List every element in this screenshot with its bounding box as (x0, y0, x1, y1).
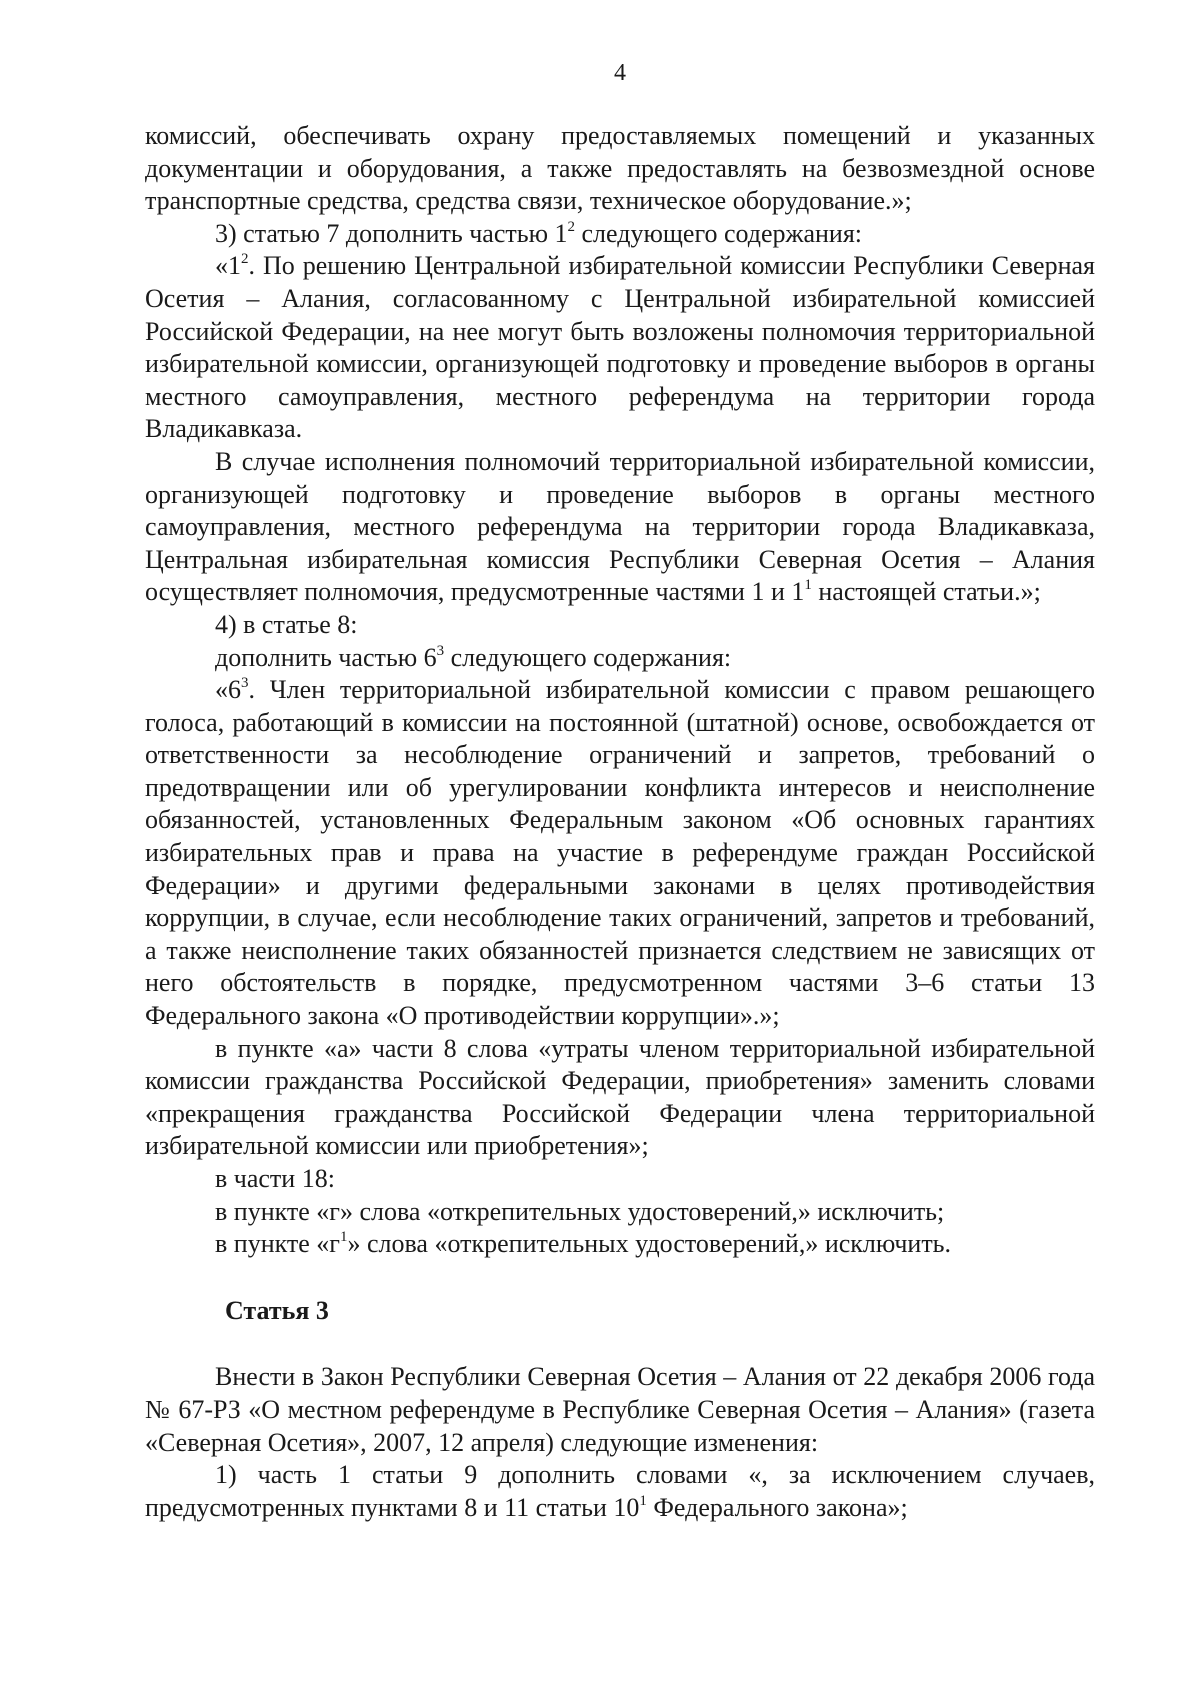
superscript-index: 2 (567, 218, 576, 235)
paragraph-text: » слова «открепительных удостоверений,» исключить. (347, 1229, 952, 1259)
paragraph (145, 1361, 1095, 1459)
paragraph (145, 1459, 1095, 1524)
paragraph-text: в пункте «г (215, 1229, 340, 1259)
paragraph-text: 1) часть 1 статьи 9 дополнить словами «, за исключением случаев, предусмотренных пунктами 8 и 11 статьи 10 (145, 1460, 1095, 1522)
document-body (145, 120, 1095, 1524)
article-heading: Статья 3 (225, 1295, 329, 1325)
superscript-index: 1 (339, 1229, 348, 1246)
paragraph (145, 1196, 1095, 1229)
paragraph-text: дополнить частью 6 (215, 642, 437, 672)
paragraph (145, 1228, 1095, 1261)
paragraph-text: следующего содержания: (444, 642, 732, 672)
paragraph-text: Внести в Закон Республики Северная Осетия – Алания от 22 декабря 2006 года № 67-РЗ «О местном референдуме в Республике Северная Осетия – Алания» (газета «Северная Осетия», 2007, 12 апреля) следующие изменения: (145, 1362, 1095, 1457)
article-2-continuation (145, 120, 1095, 1261)
paragraph-text: В случае исполнения полномочий территориальной избирательной комиссии, организующей подготовку и проведение выборов в органы местного самоуправления, местного референдума на территории города Владикавказа, Центральная избирательная комиссия Республики Северная Осетия – Алания осуществляет полномочия, предусмотренные частями 1 и 1 (145, 446, 1095, 607)
paragraph-text: «6 (215, 675, 241, 705)
paragraph-text: 3) статью 7 дополнить частью 1 (215, 218, 568, 248)
paragraph-text: . По решению Центральной избирательной комиссии Республики Северная Осетия – Алания, согласованному с Центральной избирательной комиссией Российской Федерации, на нее могут быть возложены полномочия территориальной избирательной комиссии, организующей подготовку и проведение выборов в органы местного самоуправления, местного референдума на территории города Владикавказа. (145, 251, 1095, 444)
superscript-index: 3 (436, 642, 445, 659)
paragraph (145, 1163, 1095, 1196)
superscript-index: 3 (241, 675, 249, 692)
paragraph (145, 218, 1095, 251)
paragraph-text: следующего содержания: (575, 218, 863, 248)
paragraph-text: в пункте «г» слова «открепительных удостоверений,» исключить; (215, 1196, 945, 1226)
paragraph-text: в части 18: (215, 1164, 335, 1193)
paragraph (145, 250, 1095, 446)
paragraph-text: в пункте «а» части 8 слова «утраты членом территориальной избирательной комиссии гражданства Российской Федерации, приобретения» заменить словами «прекращения гражданства Российской Федерации члена территориальной избирательной комиссии или приобретения»; (145, 1033, 1095, 1161)
paragraph (145, 674, 1095, 1033)
paragraph (145, 120, 1095, 218)
page-number: 4 (614, 60, 626, 86)
superscript-index: 1 (639, 1492, 647, 1509)
paragraph (145, 642, 1095, 675)
article-3-body (145, 1361, 1095, 1524)
paragraph-text: настоящей статьи.»; (811, 577, 1041, 607)
paragraph-text: комиссий, обеспечивать охрану предоставляемых помещений и указанных документации и оборудования, а также предоставлять на безвозмездной основе транспортные средства, средства связи, техническое оборудование.»; (145, 121, 1095, 216)
paragraph-text: «1 (215, 251, 241, 281)
paragraph-text: . Член территориальной избирательной комиссии с правом решающего голоса, работающий в комиссии на постоянной (штатной) основе, освобождается от ответственности за несоблюдение ограничений и запретов, требований о предотвращении или об урегулировании конфликта интересов и неисполнение обязанностей, установленных Федеральным законом «Об основных гарантиях избирательных прав и права на участие в референдуме граждан Российской Федерации» и другими федеральными законами в целях противодействия коррупции, в случае, если несоблюдение таких ограничений, запретов и требований, а также неисполнение таких обязанностей признается следствием не зависящих от него обстоятельств в порядке, предусмотренном частями 3–6 статьи 13 Федерального закона «О противодействии коррупции».»; (145, 675, 1095, 1031)
superscript-index: 2 (241, 251, 249, 268)
superscript-index: 1 (804, 577, 812, 594)
paragraph-text: 4) в статье 8: (215, 609, 358, 639)
paragraph (145, 1033, 1095, 1163)
paragraph (145, 609, 1095, 642)
paragraph-text: Федерального закона»; (646, 1492, 908, 1522)
paragraph (145, 446, 1095, 609)
